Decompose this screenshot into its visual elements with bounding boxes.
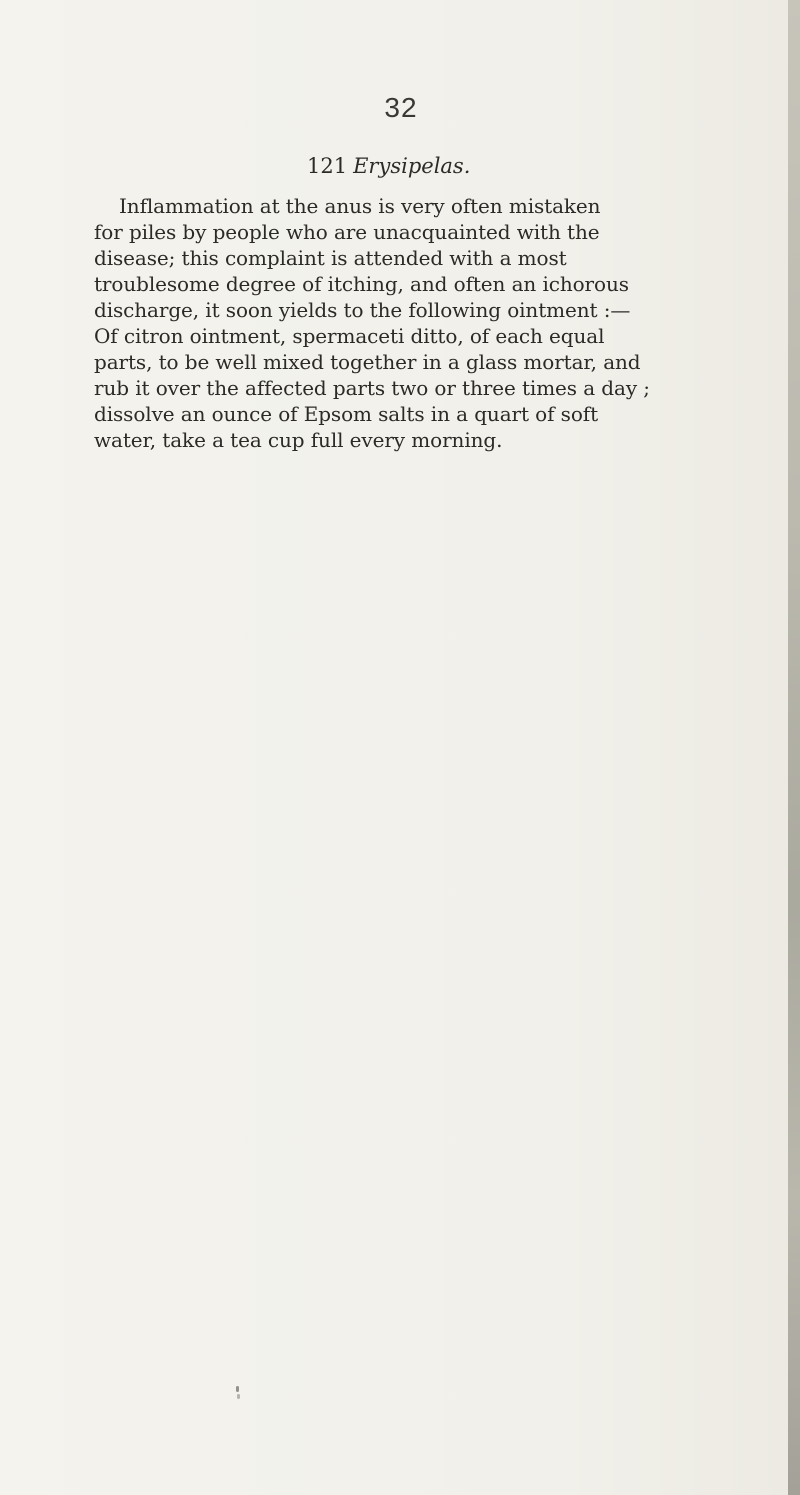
section-number: 121 xyxy=(307,154,348,178)
paragraph xyxy=(94,193,744,453)
paper-speck xyxy=(236,1386,239,1392)
page-number: 32 xyxy=(384,92,418,123)
page-edge-shadow xyxy=(788,0,800,1495)
section-heading xyxy=(307,153,567,179)
text-line: discharge, it soon yields to the following ointment :— xyxy=(94,298,631,322)
paper-speck xyxy=(237,1394,240,1399)
text-line: for piles by people who are unacquainted with the xyxy=(94,220,600,244)
text-line: disease; this complaint is attended with a most xyxy=(94,246,567,270)
text-line: Of citron ointment, spermaceti ditto, of each equal xyxy=(94,324,605,348)
text-line: dissolve an ounce of Epsom salts in a quart of soft xyxy=(94,402,599,426)
text-line: troublesome degree of itching, and often an ichorous xyxy=(94,272,629,296)
text-line: water, take a tea cup full every morning. xyxy=(94,428,503,452)
text-line: Inflammation at the anus is very often mistaken xyxy=(119,194,601,218)
text-line: rub it over the affected parts two or three times a day ; xyxy=(94,376,650,400)
text-line: parts, to be well mixed together in a glass mortar, and xyxy=(94,350,641,374)
section-title: Erysipelas. xyxy=(353,154,471,178)
